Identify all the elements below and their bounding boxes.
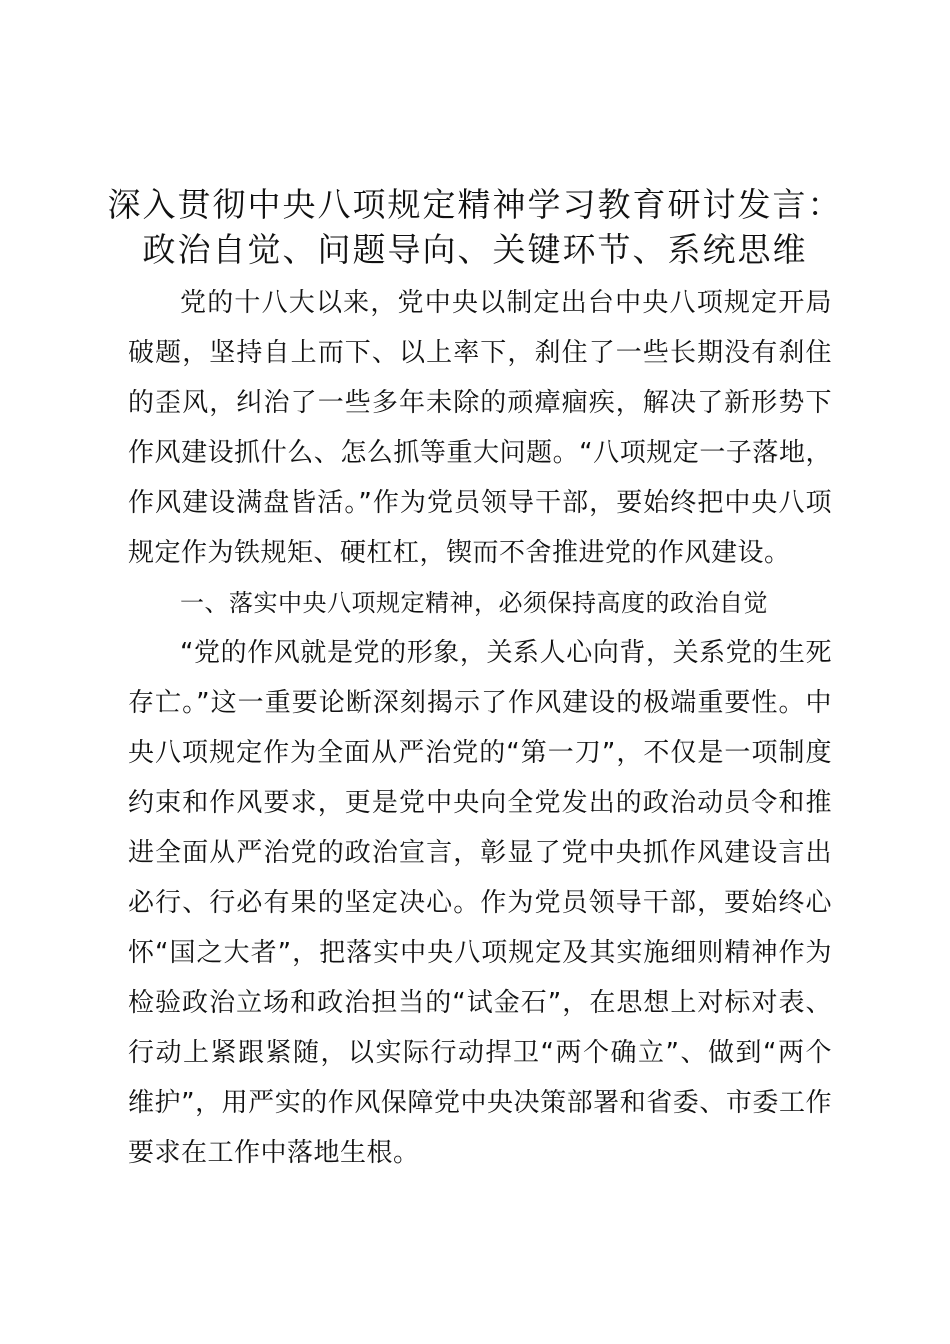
paragraph-intro: 党的十八大以来，党中央以制定出台中央八项规定开局破题，坚持自上而下、以上率下，刹住了一些长期没有刹住的歪风，纠治了一些多年未除的顽瘴痼疾，解决了新形势下作风建设抓什么、怎么抓等重大问题。“八项规定一子落地，作风建设满盘皆活。”作为党员领导干部，要始终把中央八项规定作为铁规矩、硬杠杠，锲而不舍推进党的作风建设。 [128, 288, 832, 568]
paragraph-section-1: “党的作风就是党的形象，关系人心向背，关系党的生死存亡。”这一重要论断深刻揭示了作风建设的极端重要性。中央八项规定作为全面从严治党的“第一刀”，不仅是一项制度约束和作风要求，更是党中央向全党发出的政治动员令和推进全面从严治党的政治宣言，彰显了党中央抓作风建设言出必行、行必有果的坚定决心。作为党员领导干部，要始终心怀“国之大者”，把落实中央八项规定及其实施细则精神作为检验政治立场和政治担当的“试金石”，在思想上对标对表、行动上紧跟紧随，以实际行动捍卫“两个确立”、做到“两个维护”，用严实的作风保障党中央决策部署和省委、市委工作要求在工作中落地生根。 [128, 638, 832, 1168]
document-title [90, 182, 860, 272]
section-heading-1: 一、落实中央八项规定精神，必须保持高度的政治自觉 [180, 589, 768, 617]
title-line-1: 深入贯彻中央八项规定精神学习教育研讨发言： [107, 185, 843, 224]
title-line-2: 政治自觉、问题导向、关键环节、系统思维 [142, 230, 808, 269]
document-body [128, 278, 832, 1178]
